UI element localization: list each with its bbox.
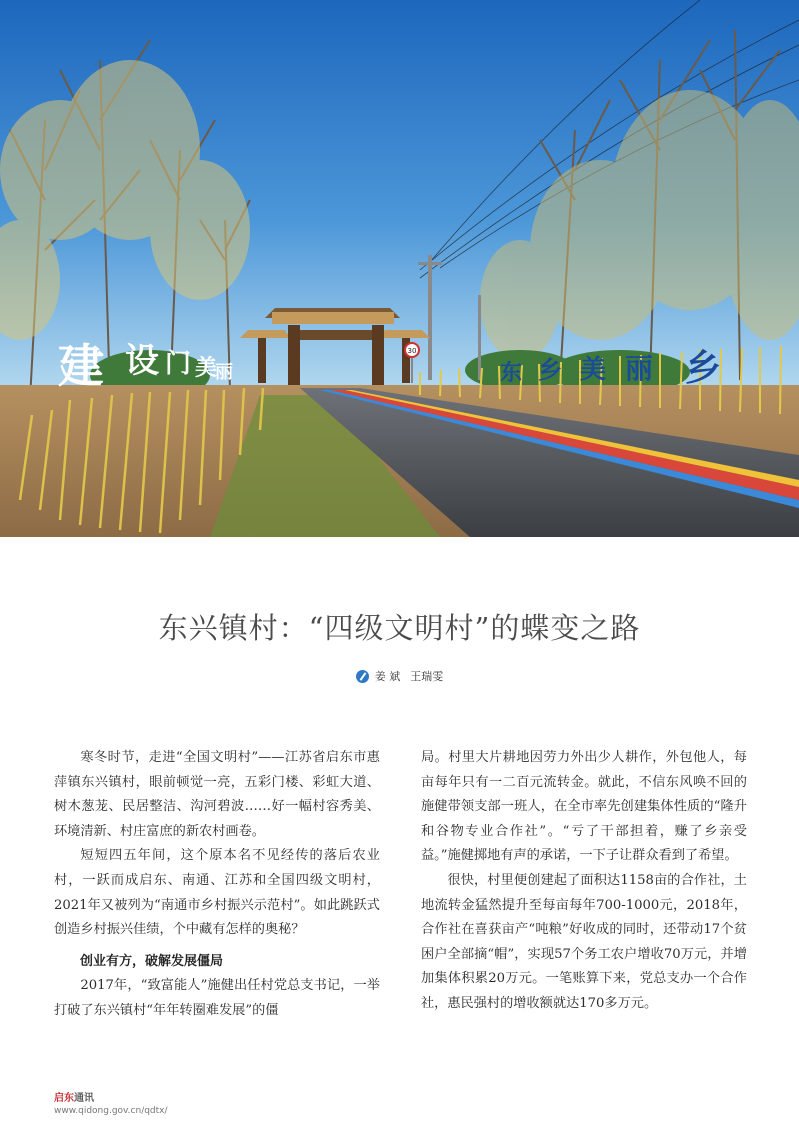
paragraph: 2017年，“致富能人”施健出任村党总支书记，一举打破了东兴镇村“年年转圈难发展”的僵: [54, 978, 380, 1018]
footer-brand: [54, 1090, 168, 1105]
left-sign-char: 门: [165, 349, 192, 379]
right-sign-char: 乡: [685, 347, 722, 389]
left-sign-char: 丽: [215, 362, 233, 383]
footer: [54, 1090, 168, 1117]
article-title: 东兴镇村：“四级文明村”的蝶变之路: [158, 611, 641, 645]
author-2: 王瑞雯: [410, 670, 444, 683]
left-sign-char: 设: [125, 341, 159, 381]
author-1: 姜 斌: [374, 670, 401, 683]
pen-icon: [356, 670, 369, 683]
section-heading: 创业有方，破解发展僵局: [80, 953, 224, 969]
right-sign-char: 美: [580, 355, 607, 385]
paragraph: 很快，村里便创建起了面积达1158亩的合作社，土地流转金猛然提升至每亩每年700-1000元，2018年，合作社在喜获亩产“吨粮”好收成的同时，还带动17个贫困户全部摘“帽”，实现57个务工农户增收70万元，并增加集体积累20万元。一笔账算下来，党总支办一个合作社，惠民强村的增收额就达170多万元。: [421, 872, 747, 1011]
paragraph: 短短四五年间，这个原本名不见经传的落后农业村，一跃而成启东、南通、江苏和全国四级文明村，2021年又被列为“南通市乡村振兴示范村”。如此跳跃式创造乡村振兴佳绩，个中藏有怎样的奥秘？: [54, 848, 380, 938]
left-column: [54, 746, 380, 1024]
right-column: [421, 746, 747, 1017]
byline: [0, 668, 799, 684]
speed-sign-text: 30: [407, 347, 417, 355]
footer-brand-gray: 通讯: [74, 1093, 94, 1104]
left-sign-char: 美: [195, 355, 218, 381]
right-sign-char: 乡: [538, 355, 562, 384]
right-sign-char: 丽: [625, 352, 654, 385]
village-road-scene: [0, 0, 799, 537]
footer-brand-red: 启东: [54, 1093, 74, 1104]
left-sign-char: 建: [58, 339, 104, 393]
right-sign-char: 东: [500, 360, 523, 386]
hero-photo: [0, 0, 799, 537]
paragraph: 局。村里大片耕地因劳力外出少人耕作，外包他人，每亩每年只有一二百元流转金。就此，不信东风唤不回的施健带领支部一班人，在全市率先创建集体性质的“隆升和谷物专业合作社”。“亏了干部担着，赚了乡亲受益。”施健掷地有声的承诺，一下子让群众看到了希望。: [421, 750, 747, 864]
footer-url[interactable]: www.qidong.gov.cn/qdtx/: [54, 1106, 168, 1116]
paragraph: 寒冬时节，走进“全国文明村”——江苏省启东市惠萍镇东兴镇村，眼前顿觉一亮，五彩门楼、彩虹大道、树木葱茏、民居整洁、沟河碧波……好一幅村容秀美、环境清新、村庄富庶的新农村画卷。: [54, 750, 380, 839]
